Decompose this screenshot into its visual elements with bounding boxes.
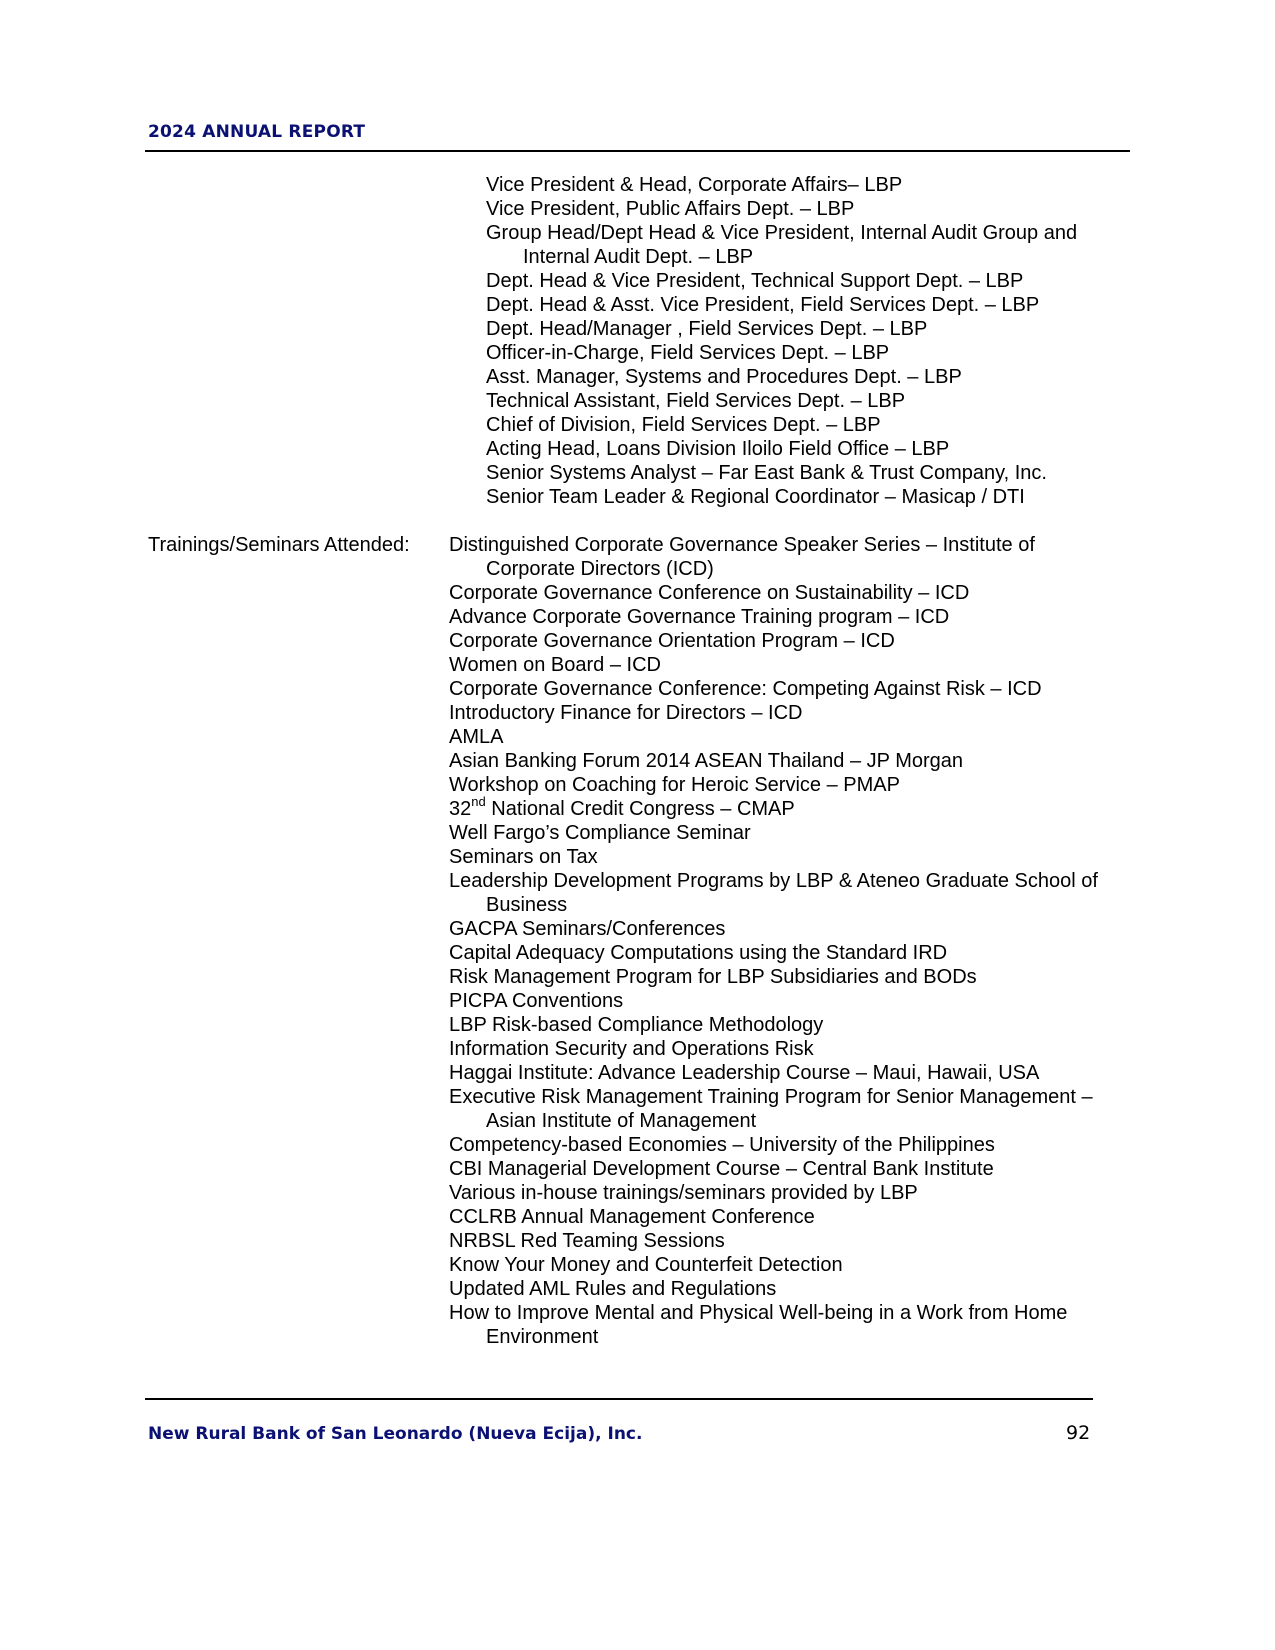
ordinal-number: 32	[449, 798, 472, 820]
training-item-text: National Credit Congress – CMAP	[485, 798, 795, 820]
training-item: Know Your Money and Counterfeit Detection	[449, 1254, 843, 1276]
training-item: Distinguished Corporate Governance Speaker Series – Institute of Corporate Directors (ICD)	[449, 534, 1035, 580]
position-item: Asst. Manager, Systems and Procedures Dept. – LBP	[486, 366, 962, 388]
training-item: Various in-house trainings/seminars provided by LBP	[449, 1182, 918, 1204]
training-item: Women on Board – ICD	[449, 654, 661, 676]
position-item: Dept. Head & Asst. Vice President, Field Services Dept. – LBP	[486, 294, 1040, 316]
training-item: LBP Risk-based Compliance Methodology	[449, 1014, 824, 1036]
training-item: PICPA Conventions	[449, 990, 624, 1012]
training-item: Updated AML Rules and Regulations	[449, 1278, 777, 1300]
position-item: Technical Assistant, Field Services Dept. – LBP	[486, 390, 906, 412]
company-name: New Rural Bank of San Leonardo (Nueva Ecija), Inc.	[148, 1424, 643, 1444]
position-item: Chief of Division, Field Services Dept. – LBP	[486, 414, 881, 436]
training-item: Corporate Governance Conference on Sustainability – ICD	[449, 582, 970, 604]
training-item: Corporate Governance Conference: Competing Against Risk – ICD	[449, 678, 1042, 700]
training-item: Leadership Development Programs by LBP & Ateneo Graduate School of Business	[449, 870, 1098, 916]
header-divider	[145, 150, 1130, 152]
training-item: CCLRB Annual Management Conference	[449, 1206, 815, 1228]
page-number: 92	[1066, 1422, 1091, 1444]
training-item: Capital Adequacy Computations using the Standard IRD	[449, 942, 948, 964]
position-item: Vice President & Head, Corporate Affairs– LBP	[486, 174, 903, 196]
training-item: Competency-based Economies – University of the Philippines	[449, 1134, 995, 1156]
training-item: Advance Corporate Governance Training program – ICD	[449, 606, 950, 628]
trainings-list	[449, 533, 1129, 1349]
training-item	[449, 794, 1129, 821]
position-item: Senior Team Leader & Regional Coordinator – Masicap / DTI	[486, 486, 1025, 508]
training-item: How to Improve Mental and Physical Well-being in a Work from Home Environment	[449, 1302, 1068, 1348]
training-item: Seminars on Tax	[449, 846, 598, 868]
training-item: Well Fargo’s Compliance Seminar	[449, 822, 751, 844]
position-item: Dept. Head & Vice President, Technical Support Dept. – LBP	[486, 270, 1024, 292]
training-item: NRBSL Red Teaming Sessions	[449, 1230, 725, 1252]
footer-divider	[145, 1398, 1093, 1400]
training-item: Risk Management Program for LBP Subsidiaries and BODs	[449, 966, 977, 988]
position-item: Group Head/Dept Head & Vice President, Internal Audit Group and Internal Audit Dept. – LBP	[486, 222, 1078, 268]
training-item: AMLA	[449, 726, 504, 748]
training-item: CBI Managerial Development Course – Central Bank Institute	[449, 1158, 994, 1180]
position-item: Acting Head, Loans Division Iloilo Field Office – LBP	[486, 438, 950, 460]
training-item: GACPA Seminars/Conferences	[449, 918, 726, 940]
training-item: Workshop on Coaching for Heroic Service – PMAP	[449, 774, 900, 796]
training-item: Corporate Governance Orientation Program – ICD	[449, 630, 895, 652]
report-title: 2024 ANNUAL REPORT	[148, 122, 366, 142]
trainings-label: Trainings/Seminars Attended:	[148, 534, 410, 556]
position-item: Senior Systems Analyst – Far East Bank & Trust Company, Inc.	[486, 462, 1047, 484]
training-item: Asian Banking Forum 2014 ASEAN Thailand – JP Morgan	[449, 750, 964, 772]
training-item: Information Security and Operations Risk	[449, 1038, 814, 1060]
positions-list	[486, 173, 1126, 509]
training-item: Introductory Finance for Directors – ICD	[449, 702, 803, 724]
position-item: Vice President, Public Affairs Dept. – LBP	[486, 198, 855, 220]
training-item: Haggai Institute: Advance Leadership Course – Maui, Hawaii, USA	[449, 1062, 1040, 1084]
position-item: Dept. Head/Manager , Field Services Dept. – LBP	[486, 318, 928, 340]
training-item: Executive Risk Management Training Program for Senior Management – Asian Institute of Management	[449, 1086, 1093, 1132]
position-item: Officer-in-Charge, Field Services Dept. – LBP	[486, 342, 890, 364]
ordinal-suffix: nd	[471, 794, 486, 810]
